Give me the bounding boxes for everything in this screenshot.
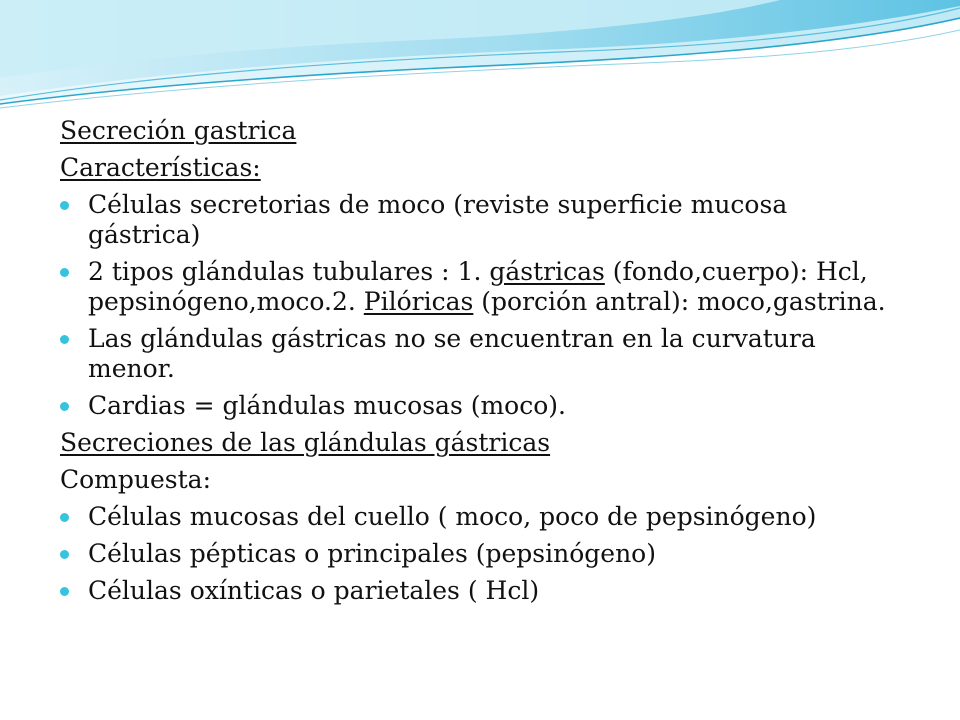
bullet-text: Las glándulas gástricas no se encuentran en la curvatura menor. xyxy=(88,324,816,383)
bullet-text: Células pépticas o principales (pepsinógeno) xyxy=(88,539,656,568)
bullet-dot-icon xyxy=(60,402,69,411)
bullet-text-part: 2 tipos glándulas tubulares : 1. xyxy=(88,257,490,286)
slide-content xyxy=(60,116,900,613)
bullet-item xyxy=(60,502,900,532)
bullet-item xyxy=(60,391,900,421)
decorative-wave-header xyxy=(0,0,960,120)
bullet-dot-icon xyxy=(60,335,69,344)
underlined-term: Pilóricas xyxy=(363,287,474,316)
bullet-item xyxy=(60,539,900,569)
bullet-dot-icon xyxy=(60,268,69,277)
bullet-text: Cardias = glándulas mucosas (moco). xyxy=(88,391,566,420)
bullet-text: Células secretorias de moco (reviste superficie mucosa gástrica) xyxy=(88,190,788,249)
bullet-item xyxy=(60,257,900,317)
bullet-text: Células mucosas del cuello ( moco, poco de pepsinógeno) xyxy=(88,502,817,531)
section-subtitle: Características: xyxy=(60,153,261,182)
bullet-dot-icon xyxy=(60,587,69,596)
bullet-text-part: (fondo,cuerpo): Hcl, pepsinógeno,moco.2. xyxy=(88,257,868,316)
bullet-dot-icon xyxy=(60,513,69,522)
bullet-dot-icon xyxy=(60,201,69,210)
section-subtitle: Compuesta: xyxy=(60,465,211,494)
bullet-item xyxy=(60,190,900,250)
bullet-dot-icon xyxy=(60,550,69,559)
section-title: Secreciones de las glándulas gástricas xyxy=(60,428,551,457)
underlined-term: gástricas xyxy=(489,257,605,286)
section-title: Secreción gastrica xyxy=(60,116,297,145)
bullet-item xyxy=(60,324,900,384)
bullet-text: Células oxínticas o parietales ( Hcl) xyxy=(88,576,540,605)
bullet-item xyxy=(60,576,900,606)
bullet-text-part: (porción antral): moco,gastrina. xyxy=(473,287,886,316)
